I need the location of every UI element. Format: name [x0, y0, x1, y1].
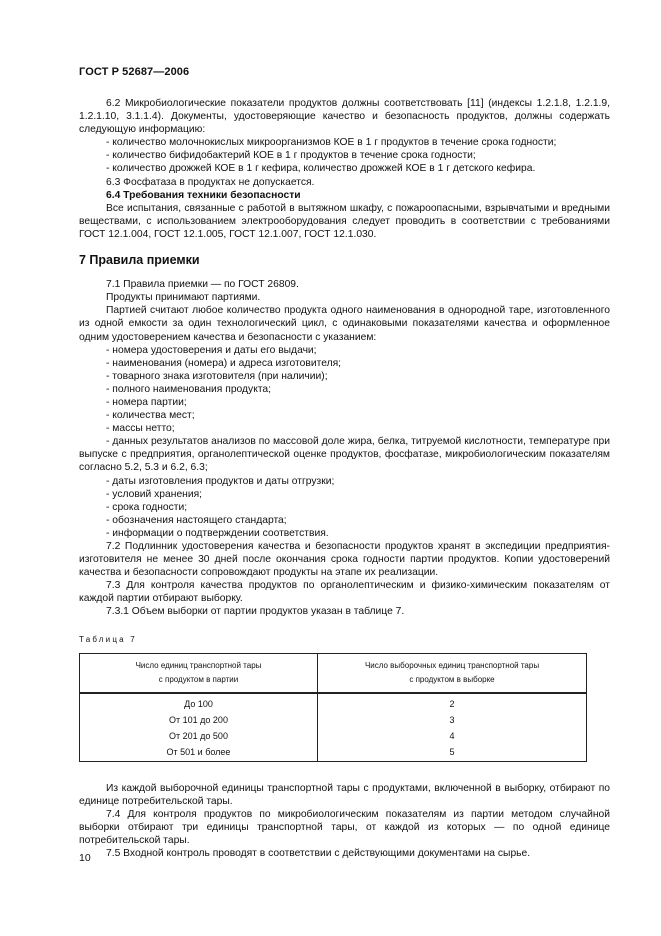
list-item: - номера партии; — [106, 396, 187, 408]
paragraph-7-3: 7.3 Для контроля качества продуктов по органолептическим и физико-химическим показателям от каждой партии отбирают выборку. — [79, 580, 610, 605]
paragraph-7-4: 7.4 Для контроля продуктов по микробиологическим показателям из партии методом случайной выборки отбирают три единицы транспортной тары, от каждой из которых — по одной единице потребительской тары. — [79, 808, 610, 847]
list-item: - количество бифидобактерий КОЕ в 1 г продуктов в течение срока годности; — [106, 150, 476, 162]
list-item-long: - данных результатов анализов по массовой доле жира, белка, титруемой кислотности, температуре при выпуске с предприятия, органолептической оценке продуктов, фосфатазе, микробиологическим показателям согласно 5.2, 5.3 и 6.2, 6.3; — [79, 436, 610, 474]
list-item: - информации о подтверждении соответствия. — [106, 527, 329, 539]
table-cell-sample: 2 — [318, 693, 587, 713]
header-line: Число выборочных единиц транспортной тары — [364, 660, 540, 670]
header-line: Число единиц транспортной тары — [135, 660, 262, 670]
paragraph-7-2: 7.2 Подлинник удостоверения качества и безопасности продуктов хранят в экспедиции предприятия-изготовителя не менее 30 дней после окончания срока годности партии продуктов. Копии удостоверений качества и безопасности сопровождают продукты на этапе их реализации. — [79, 541, 610, 579]
paragraph-6-4: Все испытания, связанные с работой в вытяжном шкафу, с пожароопасными, взрывчатыми и вредными веществами, с использованием электрооборудования следует проводить в соответствии с требованиями ГОСТ 12.1.004, ГОСТ 12.1.005, ГОСТ 12.1.007, ГОСТ 12.1.030. — [79, 202, 610, 240]
page-header: ГОСТ Р 52687—2006 — [79, 66, 190, 78]
list-item: - массы нетто; — [106, 423, 175, 435]
header-line: с продуктом в выборке — [409, 674, 495, 684]
list-item: - количества мест; — [106, 410, 195, 422]
table-cell-lot: От 501 и более — [80, 745, 318, 762]
list-item: - товарного знака изготовителя (при наличии); — [106, 370, 328, 382]
section-title-7: 7 Правила приемки — [79, 253, 200, 268]
list-item: - условий хранения; — [106, 488, 203, 500]
paragraph-7-3-1: 7.3.1 Объем выборки от партии продуктов указан в таблице 7. — [106, 606, 405, 618]
table-cell-lot: До 100 — [80, 693, 318, 713]
list-item: - наименования (номера) и адреса изготовителя; — [106, 357, 342, 369]
table-row — [80, 693, 587, 713]
paragraph-6-2: 6.2 Микробиологические показатели продуктов должны соответствовать [11] (индексы 1.2.1.8, 1.2.1.9, 1.2.1.10, 3.1.1.4). Документы, удостоверяющие качество и безопасность продуктов, должны содержать следующую информацию: — [79, 98, 610, 136]
table-row — [80, 729, 587, 745]
subsection-title-6-4: 6.4 Требования техники безопасности — [106, 189, 301, 201]
table-cell-lot: От 101 до 200 — [80, 713, 318, 729]
table-7 — [79, 653, 587, 762]
list-item: - срока годности; — [106, 501, 188, 513]
list-item: - полного наименования продукта; — [106, 383, 272, 395]
after-table-block — [79, 782, 610, 861]
paragraph-7-1: 7.1 Правила приемки — по ГОСТ 26809. — [106, 279, 299, 291]
table-cell-sample: 5 — [318, 745, 587, 762]
paragraph-6-3: 6.3 Фосфатаза в продуктах не допускается. — [106, 176, 315, 188]
table-row — [80, 745, 587, 762]
list-item: - количество молочнокислых микроорганизмов КОЕ в 1 г продуктов в течение срока годности; — [106, 137, 557, 149]
table-header-row — [80, 653, 587, 693]
table-row — [80, 713, 587, 729]
paragraph-7-5: 7.5 Входной контроль проводят в соответствии с действующими документами на сырье. — [106, 848, 531, 860]
table-cell-lot: От 201 до 500 — [80, 729, 318, 745]
document-body — [79, 97, 610, 860]
table-cell-sample: 4 — [318, 729, 587, 745]
list-item: - обозначения настоящего стандарта; — [106, 514, 287, 526]
header-line: с продуктом в партии — [158, 674, 239, 684]
paragraph-7-1b: Продукты принимают партиями. — [106, 292, 261, 304]
list-item: - номера удостоверения и даты его выдачи; — [106, 344, 317, 356]
list-item: - даты изготовления продуктов и даты отгрузки; — [106, 475, 335, 487]
page-number: 10 — [79, 852, 91, 864]
paragraph-after-table: Из каждой выборочной единицы транспортной тары с продуктами, включенной в выборку, отбирают по единице потребительской тары. — [79, 782, 610, 807]
table-header-sample — [318, 653, 587, 693]
list-item: - количество дрожжей КОЕ в 1 г кефира, количество дрожжей КОЕ в 1 г детского кефира. — [106, 163, 536, 175]
table-cell-sample: 3 — [318, 713, 587, 729]
table-header-lot — [80, 653, 318, 693]
table-caption: Таблица 7 — [79, 634, 137, 644]
paragraph-7-1c: Партией считают любое количество продукта одного наименования в однородной таре, изготовленного из одной емкости за один технологический цикл, с одинаковыми показателями качества и оформленное одним удостоверением качества и безопасности с указанием: — [79, 305, 610, 343]
